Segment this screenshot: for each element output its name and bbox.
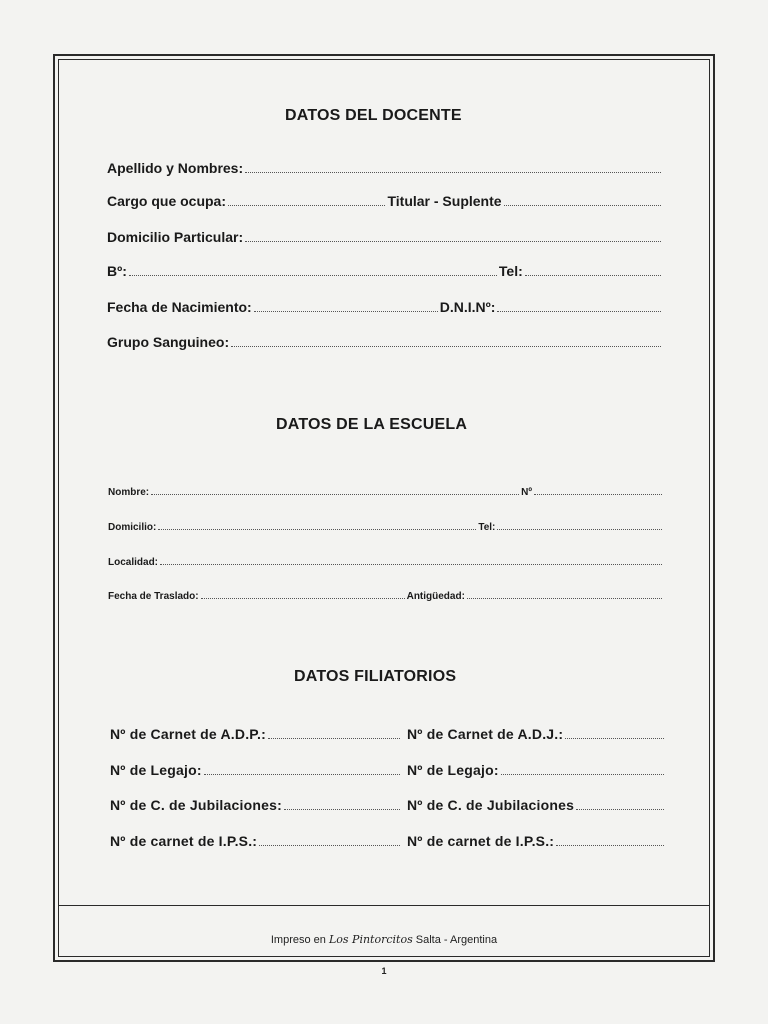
field-jubilaciones-right[interactable] [407,797,666,813]
field-label: Nº de C. de Jubilaciones [407,797,575,813]
field-label: Grupo Sanguineo: [107,334,230,350]
field-label: Nº de Legajo: [110,762,202,778]
field-label: Nº de carnet de I.P.S.: [407,833,555,849]
field-label-tel: Tel: [478,522,496,533]
fill-line [497,311,661,312]
fill-line [284,809,400,810]
field-jubilaciones-left[interactable] [110,797,402,813]
page-number: 1 [381,966,387,976]
field-label: Nº de Legajo: [407,762,499,778]
fill-line [151,494,519,495]
fill-line [565,738,664,739]
field-nacimiento-dni[interactable] [107,299,663,315]
field-legajo-left[interactable] [110,762,402,778]
field-grupo-sanguineo[interactable] [107,334,663,350]
field-label: Nº de carnet de I.P.S.: [110,833,258,849]
field-cargo[interactable] [107,193,663,209]
field-escuela-nombre[interactable] [108,487,664,498]
field-escuela-localidad[interactable] [108,557,664,568]
footer-prefix: Impreso en [270,934,329,946]
fill-line [129,275,497,276]
field-label-dni: D.N.I.Nº: [439,299,496,315]
footer-suffix: Salta - Argentina [412,934,498,946]
field-label-tel: Tel: [498,263,523,279]
field-barrio-tel[interactable] [107,263,663,279]
fill-line [501,774,664,775]
field-legajo-right[interactable] [407,762,666,778]
field-carnet-adj[interactable] [407,726,666,742]
section-title-filiatorios: DATOS FILIATORIOS [294,668,457,685]
fill-line [204,774,400,775]
fill-line [268,738,400,739]
brand-logo: Los Pintorcitos [328,933,413,946]
fill-line [245,172,661,173]
field-ips-left[interactable] [110,833,402,849]
field-escuela-traslado[interactable] [108,591,664,602]
field-label-titular: Titular - Suplente [387,193,502,209]
field-domicilio-particular[interactable] [107,229,663,245]
printer-footer [58,933,710,946]
footer-divider [58,905,710,906]
fill-line [504,205,661,206]
field-label: Fecha de Nacimiento: [107,299,252,315]
field-carnet-adp[interactable] [110,726,402,742]
fill-line [231,346,661,347]
fill-line [201,598,405,599]
field-label: Domicilio Particular: [107,229,244,245]
fill-line [259,845,400,846]
section-title-escuela: DATOS DE LA ESCUELA [276,416,468,433]
fill-line [158,529,476,530]
fill-line [525,275,661,276]
section-title-docente: DATOS DEL DOCENTE [285,107,462,124]
fill-line [534,494,662,495]
field-label-numero: Nº [521,487,532,498]
fill-line [497,529,662,530]
fill-line [245,241,661,242]
field-ips-right[interactable] [407,833,666,849]
field-label: Nº de Carnet de A.D.J.: [407,726,564,742]
field-label: Nº de Carnet de A.D.P.: [110,726,266,742]
field-label: Bº: [107,263,127,279]
field-label: Fecha de Traslado: [108,591,199,602]
fill-line [556,845,664,846]
field-label: Cargo que ocupa: [107,193,227,209]
field-label: Localidad: [108,557,159,568]
fill-line [467,598,662,599]
field-label: Domicilio: [108,522,157,533]
field-label: Nº de C. de Jubilaciones: [110,797,282,813]
field-label-antiguedad: Antigüedad: [406,591,465,602]
fill-line [254,311,438,312]
fill-line [228,205,385,206]
field-label: Apellido y Nombres: [107,160,244,176]
fill-line [576,809,664,810]
field-apellido[interactable] [107,160,663,176]
field-label: Nombre: [108,487,150,498]
fill-line [160,564,662,565]
field-escuela-domicilio[interactable] [108,522,664,533]
